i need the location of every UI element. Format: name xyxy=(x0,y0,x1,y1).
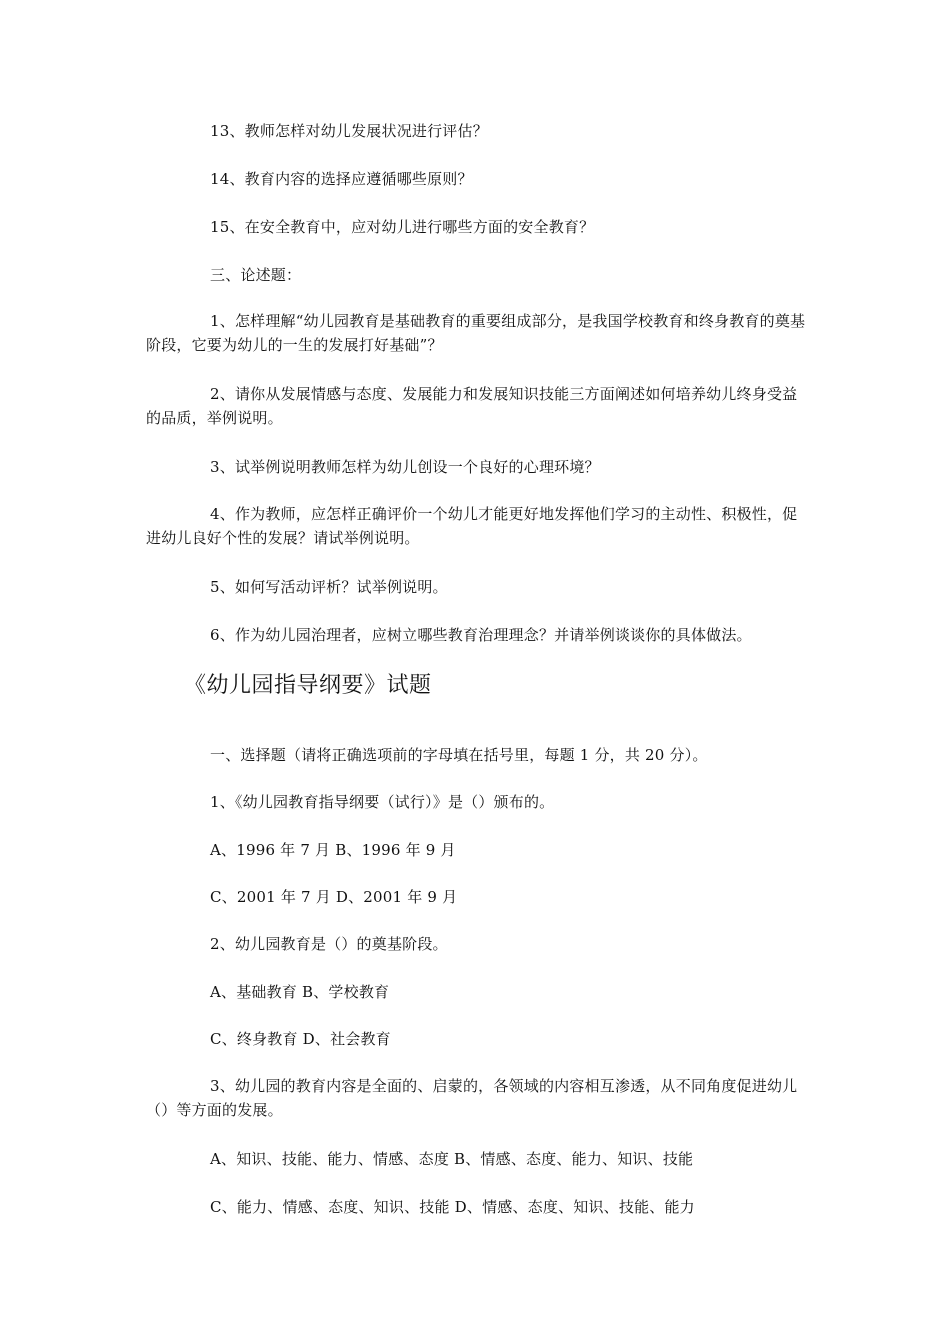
essay-question-1: 1、怎样理解“幼儿园教育是基础教育的重要组成部分，是我国学校教育和终身教育的奠基阶段，它要为幼儿的一生的发展打好基础”？ xyxy=(146,312,806,354)
choice-2-options-cd: C、终身教育 D、社会教育 xyxy=(210,1030,391,1048)
choice-question-2: 2、幼儿园教育是（）的奠基阶段。 xyxy=(210,935,448,953)
question-14: 14、教育内容的选择应遵循哪些原则？ xyxy=(210,170,473,188)
essay-question-5: 5、如何写活动评析？试举例说明。 xyxy=(210,578,448,596)
choice-3-options-ab: A、知识、技能、能力、情感、态度 B、情感、态度、能力、知识、技能 xyxy=(210,1150,694,1168)
question-15: 15、在安全教育中，应对幼儿进行哪些方面的安全教育？ xyxy=(210,218,595,236)
choice-question-1: 1、《幼儿园教育指导纲要（试行）》是（）颁布的。 xyxy=(210,793,555,811)
choice-1-options-cd: C、2001 年 7 月 D、2001 年 9 月 xyxy=(210,888,458,906)
choice-2-options-ab: A、基础教育 B、学校教育 xyxy=(210,983,390,1001)
section-essay-heading: 三、论述题： xyxy=(210,266,302,284)
question-13: 13、教师怎样对幼儿发展状况进行评估？ xyxy=(210,122,488,140)
essay-question-6: 6、作为幼儿园治理者，应树立哪些教育治理理念？并请举例谈谈你的具体做法。 xyxy=(210,626,752,644)
section-choice-heading: 一、选择题（请将正确选项前的字母填在括号里，每题 1 分，共 20 分）。 xyxy=(210,746,708,764)
essay-question-3: 3、试举例说明教师怎样为幼儿创设一个良好的心理环境？ xyxy=(210,458,600,476)
choice-1-options-ab: A、1996 年 7 月 B、1996 年 9 月 xyxy=(210,841,456,859)
section-title: 《幼儿园指导纲要》试题 xyxy=(184,673,432,698)
essay-question-4: 4、作为教师，应怎样正确评价一个幼儿才能更好地发挥他们学习的主动性、积极性，促进幼儿良好个性的发展？请试举例说明。 xyxy=(146,505,798,547)
essay-question-2: 2、请你从发展情感与态度、发展能力和发展知识技能三方面阐述如何培养幼儿终身受益的品质，举例说明。 xyxy=(146,385,798,427)
choice-3-options-cd: C、能力、情感、态度、知识、技能 D、情感、态度、知识、技能、能力 xyxy=(210,1198,695,1216)
choice-question-3: 3、幼儿园的教育内容是全面的、启蒙的，各领域的内容相互渗透，从不同角度促进幼儿（）等方面的发展。 xyxy=(146,1077,798,1119)
